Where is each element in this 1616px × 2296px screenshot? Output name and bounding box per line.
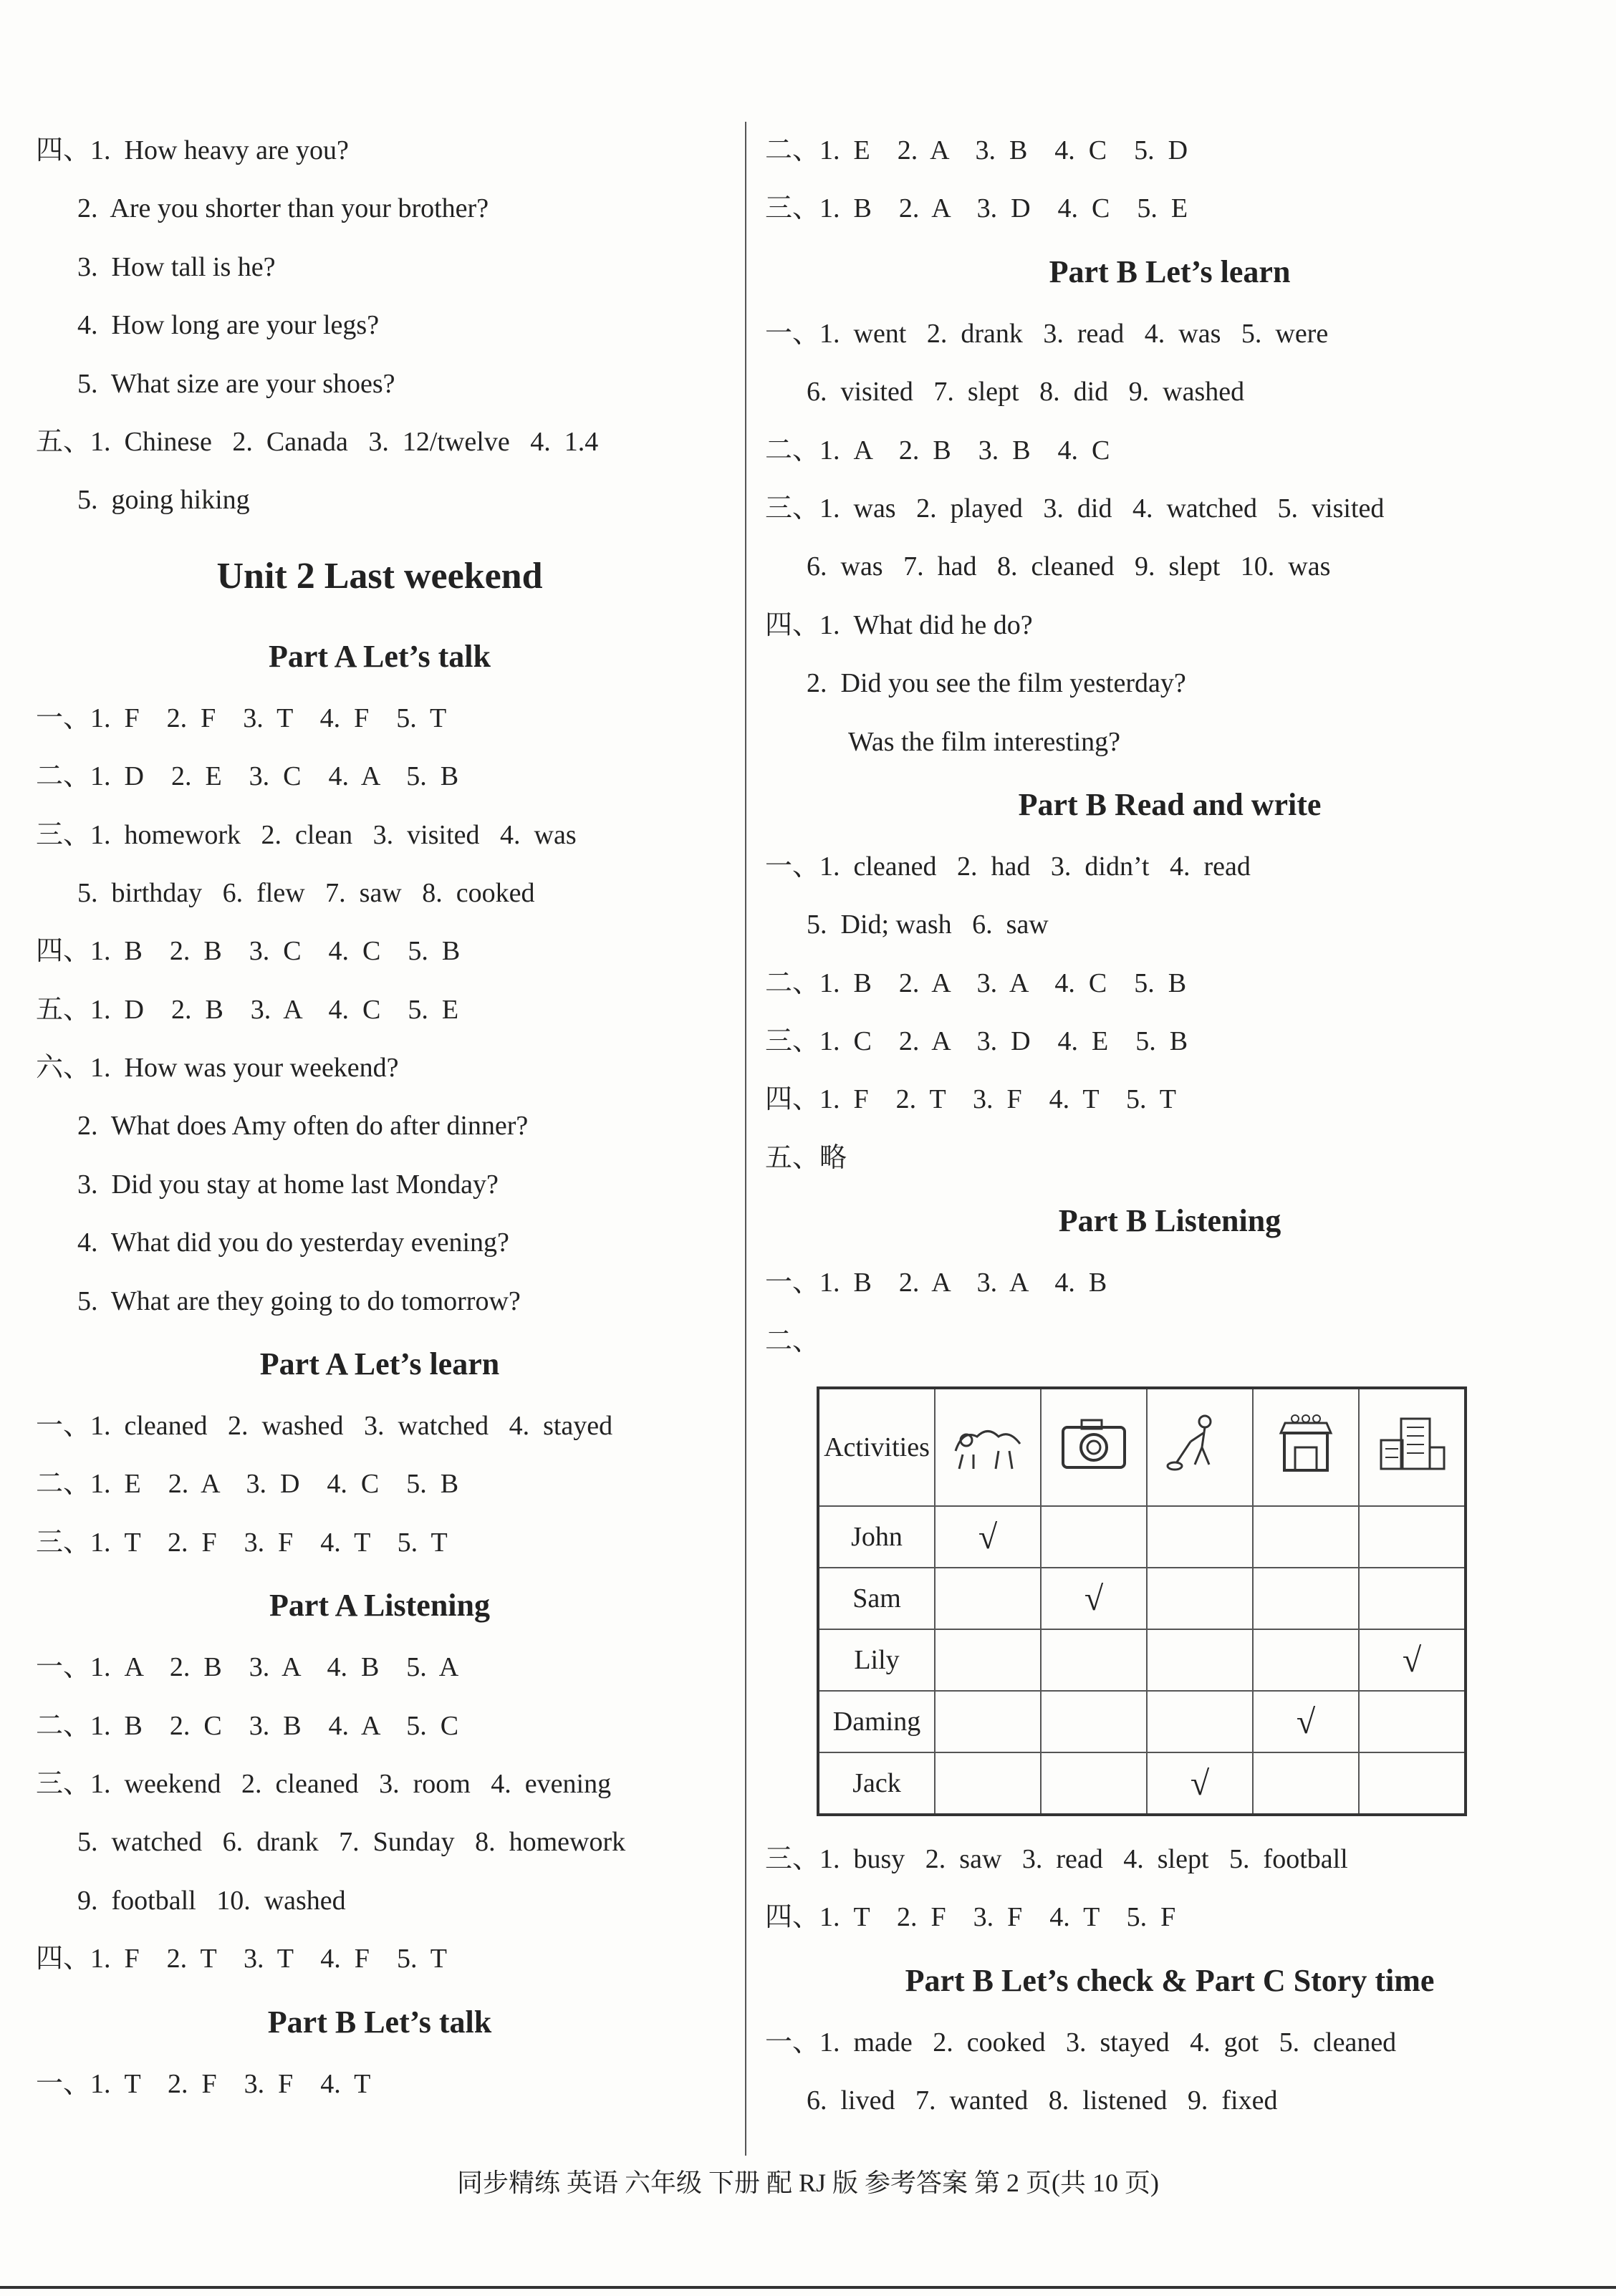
answer-line: 四、1. T 2. F 3. F 4. T 5. F [765, 1902, 1176, 1933]
right-column [765, 122, 1574, 2131]
answer-line: 一、1. cleaned 2. had 3. didn’t 4. read [765, 851, 1251, 882]
answer-line: 2. Did you see the film yesterday? [807, 668, 1186, 699]
empty-cell [1359, 1506, 1466, 1568]
row-name: Daming [818, 1691, 935, 1752]
row-name: John [818, 1506, 935, 1568]
empty-cell [1041, 1506, 1147, 1568]
answer-line: 5. Did; wash 6. saw [807, 910, 1049, 940]
answer-line: 3. How tall is he? [77, 251, 276, 282]
section-heading: Part A Listening [269, 1588, 491, 1624]
tick-mark: √ [1147, 1752, 1253, 1815]
activities-table [817, 1386, 1467, 1816]
tick-mark: √ [1041, 1568, 1147, 1629]
answer-line: 四、1. B 2. B 3. C 4. C 5. B [36, 936, 461, 967]
answer-line: 三、1. busy 2. saw 3. read 4. slept 5. football [765, 1844, 1348, 1875]
answer-line: 5. birthday 6. flew 7. saw 8. cooked [77, 877, 535, 908]
section-heading: Part A Let’s talk [269, 638, 491, 674]
section-heading: Part B Listening [1058, 1203, 1281, 1239]
answer-line: 四、1. How heavy are you? [36, 135, 349, 165]
table-header-label: Activities [818, 1388, 935, 1506]
dragon-dance-icon [935, 1388, 1041, 1506]
section-heading: Part B Read and write [1018, 786, 1322, 822]
answer-line: 6. visited 7. slept 8. did 9. washed [807, 377, 1245, 407]
table-row [818, 1568, 1466, 1629]
answer-line: 5. What are they going to do tomorrow? [77, 1286, 521, 1316]
answer-line: 3. Did you stay at home last Monday? [77, 1169, 499, 1200]
empty-cell [935, 1752, 1041, 1815]
answer-line: 5. watched 6. drank 7. Sunday 8. homework [77, 1827, 626, 1858]
empty-cell [1253, 1752, 1359, 1815]
answer-line: 三、1. C 2. A 3. D 4. E 5. B [765, 1026, 1188, 1057]
answer-line: 六、1. How was your weekend? [36, 1053, 399, 1084]
answer-line: 四、1. F 2. T 3. T 4. F 5. T [36, 1944, 447, 1974]
answer-line: 2. Are you shorter than your brother? [77, 193, 489, 224]
answer-line: 6. was 7. had 8. cleaned 9. slept 10. was [807, 551, 1331, 582]
unit-title: Unit 2 Last weekend [216, 555, 543, 597]
answer-line: 二、1. B 2. A 3. A 4. C 5. B [765, 968, 1187, 998]
answer-line: 5. going hiking [77, 485, 250, 516]
sweeping-icon [1147, 1388, 1253, 1506]
empty-cell [935, 1691, 1041, 1752]
answer-line: 一、1. A 2. B 3. A 4. B 5. A [36, 1652, 459, 1683]
section-heading: Part B Let’s check & Part C Story time [905, 1962, 1435, 1998]
right-bottom-answers [765, 1830, 1574, 2131]
answer-line: 二、 [765, 1326, 820, 1356]
table-row [818, 1629, 1466, 1691]
empty-cell [1359, 1691, 1466, 1752]
row-name: Jack [818, 1752, 935, 1815]
answer-line: 五、1. Chinese 2. Canada 3. 12/twelve 4. 1.4 [36, 426, 599, 457]
row-name: Lily [818, 1629, 935, 1691]
empty-cell [1253, 1568, 1359, 1629]
answer-line: 三、1. was 2. played 3. did 4. watched 5. visited [765, 493, 1385, 524]
empty-cell [1253, 1506, 1359, 1568]
table-row [818, 1752, 1466, 1815]
building-shop-icon [1253, 1388, 1359, 1506]
answer-line: 二、1. E 2. A 3. B 4. C 5. D [765, 135, 1188, 165]
empty-cell [1359, 1568, 1466, 1629]
answer-line: 一、1. B 2. A 3. A 4. B [765, 1268, 1107, 1298]
answer-line: 三、1. weekend 2. cleaned 3. room 4. evening [36, 1768, 612, 1799]
empty-cell [935, 1568, 1041, 1629]
answer-line: 一、1. T 2. F 3. F 4. T [36, 2068, 371, 2099]
answer-line: 4. How long are your legs? [77, 310, 380, 341]
empty-cell [1041, 1691, 1147, 1752]
tick-mark: √ [1359, 1629, 1466, 1691]
section-heading: Part B Let’s talk [267, 2004, 492, 2040]
right-top-answers [765, 122, 1574, 1371]
bottom-edge-line [0, 2286, 1616, 2289]
answer-line: 五、1. D 2. B 3. A 4. C 5. E [36, 994, 459, 1025]
answer-line: 五、略 [765, 1142, 847, 1173]
answer-line: 三、1. T 2. F 3. F 4. T 5. T [36, 1527, 448, 1558]
answer-line: 二、1. A 2. B 3. B 4. C [765, 435, 1110, 466]
empty-cell [1147, 1691, 1253, 1752]
empty-cell [1147, 1568, 1253, 1629]
answer-line: 5. What size are your shoes? [77, 368, 395, 399]
answer-line: Was the film interesting? [848, 726, 1120, 757]
city-buildings-icon [1359, 1388, 1466, 1506]
empty-cell [1147, 1506, 1253, 1568]
row-name: Sam [818, 1568, 935, 1629]
tick-mark: √ [1253, 1691, 1359, 1752]
answer-line: 一、1. went 2. drank 3. read 4. was 5. were [765, 318, 1329, 349]
tick-mark: √ [935, 1506, 1041, 1568]
left-column [36, 122, 723, 2113]
answer-line: 6. lived 7. wanted 8. listened 9. fixed [807, 2085, 1278, 2116]
answer-line: 三、1. B 2. A 3. D 4. C 5. E [765, 193, 1188, 224]
answer-line: 4. What did you do yesterday evening? [77, 1227, 509, 1258]
answer-line: 四、1. F 2. T 3. F 4. T 5. T [765, 1084, 1176, 1115]
table-row [818, 1691, 1466, 1752]
empty-cell [1041, 1752, 1147, 1815]
answer-line: 二、1. E 2. A 3. D 4. C 5. B [36, 1469, 459, 1500]
answer-line: 四、1. What did he do? [765, 609, 1033, 640]
empty-cell [1147, 1629, 1253, 1691]
answer-line: 二、1. B 2. C 3. B 4. A 5. C [36, 1710, 459, 1741]
answer-line: 9. football 10. washed [77, 1885, 346, 1916]
empty-cell [1253, 1629, 1359, 1691]
answer-line: 2. What does Amy often do after dinner? [77, 1111, 529, 1142]
answer-line: 一、1. made 2. cooked 3. stayed 4. got 5. cleaned [765, 2027, 1397, 2058]
page-footer: 同步精练 英语 六年级 下册 配 RJ 版 参考答案 第 2 页(共 10 页) [457, 2169, 1159, 2197]
empty-cell [1359, 1752, 1466, 1815]
empty-cell [935, 1629, 1041, 1691]
section-heading: Part B Let’s learn [1049, 254, 1291, 289]
answer-line: 二、1. D 2. E 3. C 4. A 5. B [36, 761, 459, 792]
table-row [818, 1506, 1466, 1568]
answer-line: 一、1. cleaned 2. washed 3. watched 4. stayed [36, 1411, 613, 1442]
answer-line: 一、1. F 2. F 3. T 4. F 5. T [36, 703, 447, 733]
answer-line: 三、1. homework 2. clean 3. visited 4. was [36, 819, 577, 850]
camera-icon [1041, 1388, 1147, 1506]
column-divider [745, 122, 746, 2156]
empty-cell [1041, 1629, 1147, 1691]
section-heading: Part A Let’s learn [259, 1346, 500, 1382]
